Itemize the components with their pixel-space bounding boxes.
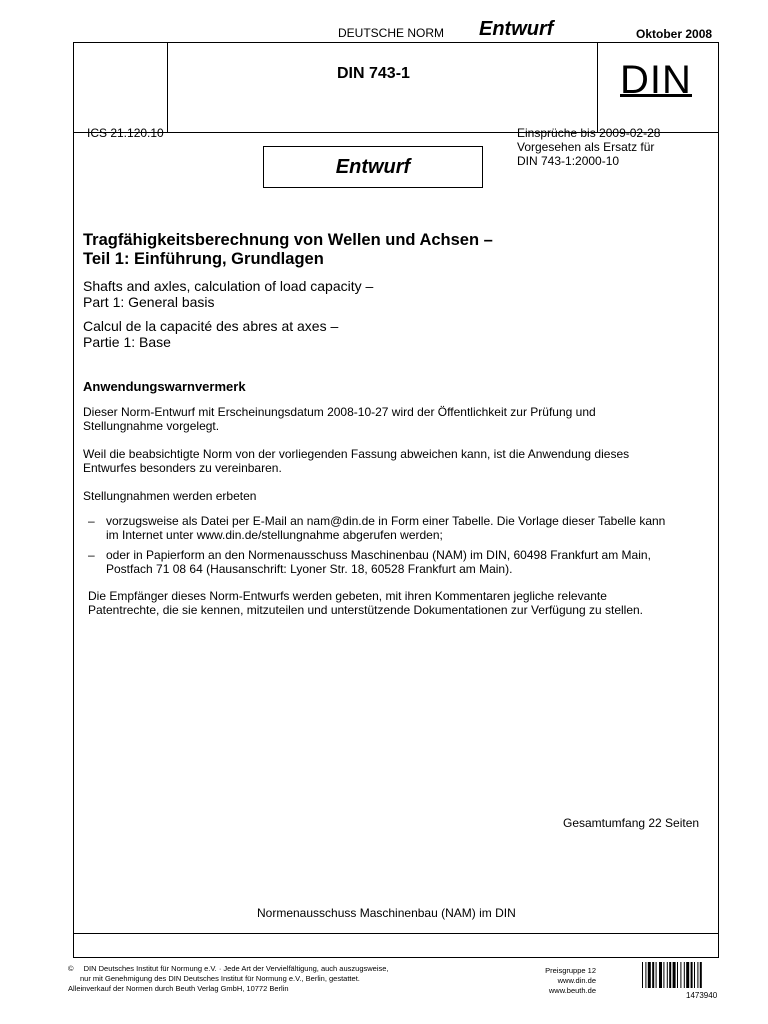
title-german-line2: Teil 1: Einführung, Grundlagen — [83, 250, 324, 268]
warning-paragraph-2 — [83, 447, 713, 475]
din-website-link[interactable]: www.din.de — [557, 976, 596, 985]
warning-p2-line1: Weil die beabsichtigte Norm von der vorliegenden Fassung abweichen kann, ist die Anwendung dieses — [83, 447, 630, 461]
title-english-line1: Shafts and axles, calculation of load capacity – — [83, 278, 374, 294]
din-logo-underline — [620, 94, 692, 97]
replacement-info — [517, 126, 660, 168]
header-left-divider — [167, 43, 168, 132]
replacement-line1: Vorgesehen als Ersatz für — [517, 140, 655, 154]
title-french-line2: Partie 1: Base — [83, 334, 171, 350]
header-right-divider — [597, 43, 598, 132]
warning-p1-line2: Stellungnahme vorgelegt. — [83, 419, 220, 433]
din-logo — [620, 60, 692, 100]
warning-paragraph-3: Stellungnahmen werden erbeten — [83, 489, 257, 503]
objection-deadline: Einsprüche bis 2009-02-28 — [517, 126, 661, 140]
warning-p4-line2: Patentrechte, die sie kennen, mitzuteilen und unterstützende Dokumentationen zur Verfügung zu stellen. — [88, 603, 644, 617]
norm-type-label: DEUTSCHE NORM — [338, 26, 445, 40]
committee-name: Normenausschuss Maschinenbau (NAM) im DIN — [257, 906, 516, 920]
entwurf-stamp-box — [263, 146, 483, 188]
warning-paragraph-4 — [88, 589, 718, 617]
title-french — [83, 318, 338, 350]
warning-heading: Anwendungswarnvermerk — [83, 379, 246, 394]
bullet-paper-line2: Postfach 71 08 64 (Hausanschrift: Lyoner Str. 18, 60528 Frankfurt am Main). — [106, 562, 513, 576]
warning-p1-line1: Dieser Norm-Entwurf mit Erscheinungsdatum 2008-10-27 wird der Öffentlichkeit zur Prüfung und — [83, 405, 596, 419]
total-pages: Gesamtumfang 22 Seiten — [563, 816, 700, 830]
din-number: DIN 743-1 — [337, 65, 410, 82]
bullet-email-line1: vorzugsweise als Datei per E-Mail an nam@din.de in Form einer Tabelle. Die Vorlage dieser Tabelle kann — [106, 514, 666, 528]
copyright-line2: nur mit Genehmigung des DIN Deutsches Institut für Normung e.V., Berlin, gestattet. — [80, 974, 360, 983]
bullet-dash: – — [88, 514, 95, 528]
ics-code: ICS 21.120.10 — [87, 126, 164, 140]
bullet-paper-line1: oder in Papierform an den Normenausschuss Maschinenbau (NAM) im DIN, 60498 Frankfurt am Main, — [106, 548, 651, 562]
warning-p4-line1: Die Empfänger dieses Norm-Entwurfs werden gebeten, mit ihren Kommentaren jegliche relevante — [88, 589, 607, 603]
price-info — [528, 966, 596, 996]
warning-p2-line2: Entwurfes besonders zu vereinbaren. — [83, 461, 282, 475]
footer-divider — [74, 933, 718, 934]
title-german-line1: Tragfähigkeitsberechnung von Wellen und Achsen – — [83, 231, 493, 249]
warning-paragraph-1 — [83, 405, 713, 433]
copyright-icon: © — [68, 964, 74, 973]
copyright-line1: DIN Deutsches Institut für Normung e.V. · Jede Art der Vervielfältigung, auch auszugsweise, — [83, 964, 389, 973]
bullet-dash: – — [88, 548, 95, 562]
beuth-website-link[interactable]: www.beuth.de — [548, 986, 596, 995]
copyright-notice — [68, 964, 389, 994]
publication-date: Oktober 2008 — [636, 27, 713, 41]
price-group: Preisgruppe 12 — [545, 966, 596, 975]
title-french-line1: Calcul de la capacité des abres at axes – — [83, 318, 339, 334]
entwurf-stamp-text: Entwurf — [335, 155, 411, 178]
barcode-icon — [642, 962, 718, 988]
bullet-email-line2: im Internet unter www.din.de/stellungnahme abgerufen werden; — [106, 528, 443, 542]
copyright-line3: Alleinverkauf der Normen durch Beuth Verlag GmbH, 10772 Berlin — [68, 984, 289, 993]
entwurf-header-label: Entwurf — [479, 18, 554, 40]
title-english — [83, 278, 373, 310]
replacement-line2: DIN 743-1:2000-10 — [517, 154, 620, 168]
barcode-number: 1473940 — [686, 991, 718, 1000]
din-logo-text: DIN — [620, 58, 692, 102]
title-english-line2: Part 1: General basis — [83, 294, 215, 310]
title-german — [83, 231, 493, 269]
